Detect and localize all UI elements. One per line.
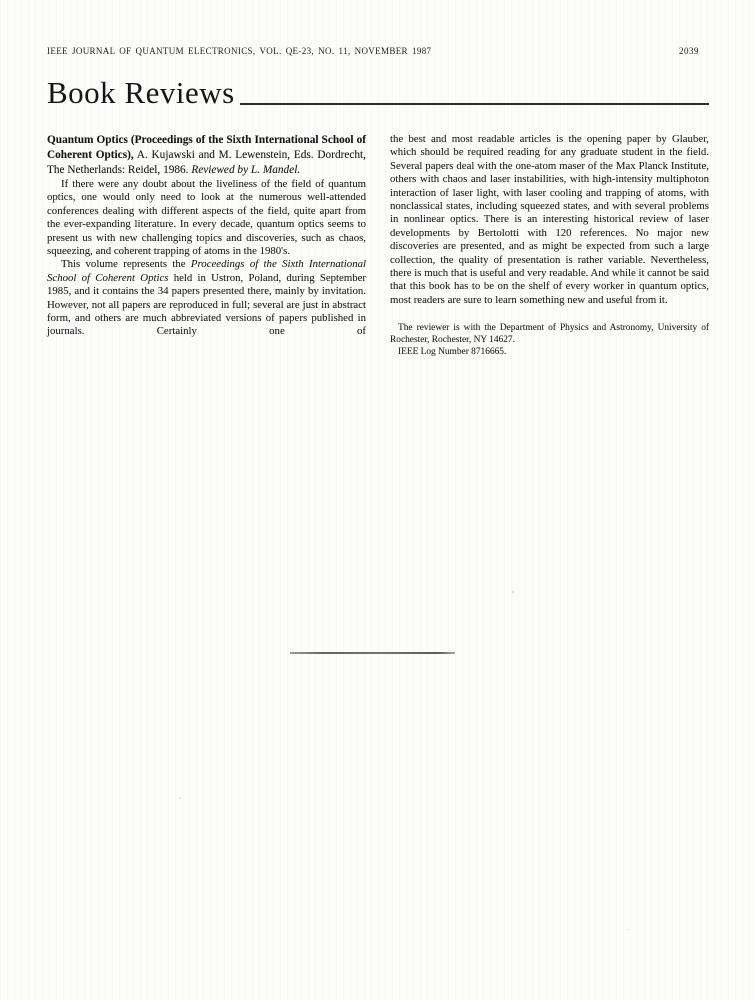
section-title-row <box>47 72 709 110</box>
review-paragraph-continuation: the best and most readable articles is the opening paper by Glauber, which should be required reading for any graduate student in the field. Several papers deal with the one-atom maser of the Max Planck Institute, others with chaos and laser instabilities, with high-intensity multiphoton interaction of laser light, with laser cooling and trapping of atoms, with nonclassical states, including squeezed states, and with several problems in nonlinear optics. There is an interesting historical review of laser developments by Bertolotti with 120 references. No major new discoveries are presented, and as might be expected from such a large collection, the quality of presentation is rather variable. Nevertheless, there is much that is useful and very readable. And while it cannot be said that this book has to be on the shelf of every worker in quantum optics, most readers are sure to learn something new and useful from it. <box>390 133 709 306</box>
separator-line <box>290 652 455 654</box>
section-title: Book Reviews <box>47 75 235 110</box>
page-number: 2039 <box>679 46 699 56</box>
right-column <box>390 133 709 358</box>
reviewer-footnote: The reviewer is with the Department of Physics and Astronomy, University of Rochester, Rochester, NY 14627. <box>390 323 709 346</box>
scan-speck <box>512 591 514 593</box>
two-column-body <box>47 133 709 358</box>
ieee-log-number: IEEE Log Number 8716665. <box>398 347 507 358</box>
left-column <box>47 133 366 358</box>
scan-speck <box>627 929 629 930</box>
journal-citation: IEEE JOURNAL OF QUANTUM ELECTRONICS, VOL. QE-23, NO. 11, NOVEMBER 1987 <box>47 46 432 56</box>
title-rule <box>240 103 709 105</box>
running-head <box>47 46 709 56</box>
review-paragraph-1: If there were any doubt about the liveliness of the field of quantum optics, one would only need to look at the numerous well-attended conferences dealing with different aspects of the field, quite apart from the ever-expanding literature. In every decade, quantum optics seems to present us with new challenging topics and discoveries, such as chaos, squeezing, and coherent trapping of atoms in the 1980's. <box>47 178 366 258</box>
page-content <box>47 46 709 358</box>
review-paragraph-2: This volume represents the Proceedings of the Sixth International School of Coherent Optics held in Ustron, Poland, during September 1985, and it contains the 34 papers presented there, mainly by invitation. However, not all papers are reproduced in full; several are just in abstract form, and others are much abbreviated versions of papers published in journals. Certainly one of <box>47 258 367 338</box>
book-review-heading: Quantum Optics (Proceedings of the Sixth International School of Coherent Optics), A. Kujawski and M. Lewenstein, Eds. Dordrecht, The Netherlands: Reidel, 1986. Reviewed by L. Mandel. <box>47 134 366 176</box>
scan-speck <box>179 797 181 799</box>
